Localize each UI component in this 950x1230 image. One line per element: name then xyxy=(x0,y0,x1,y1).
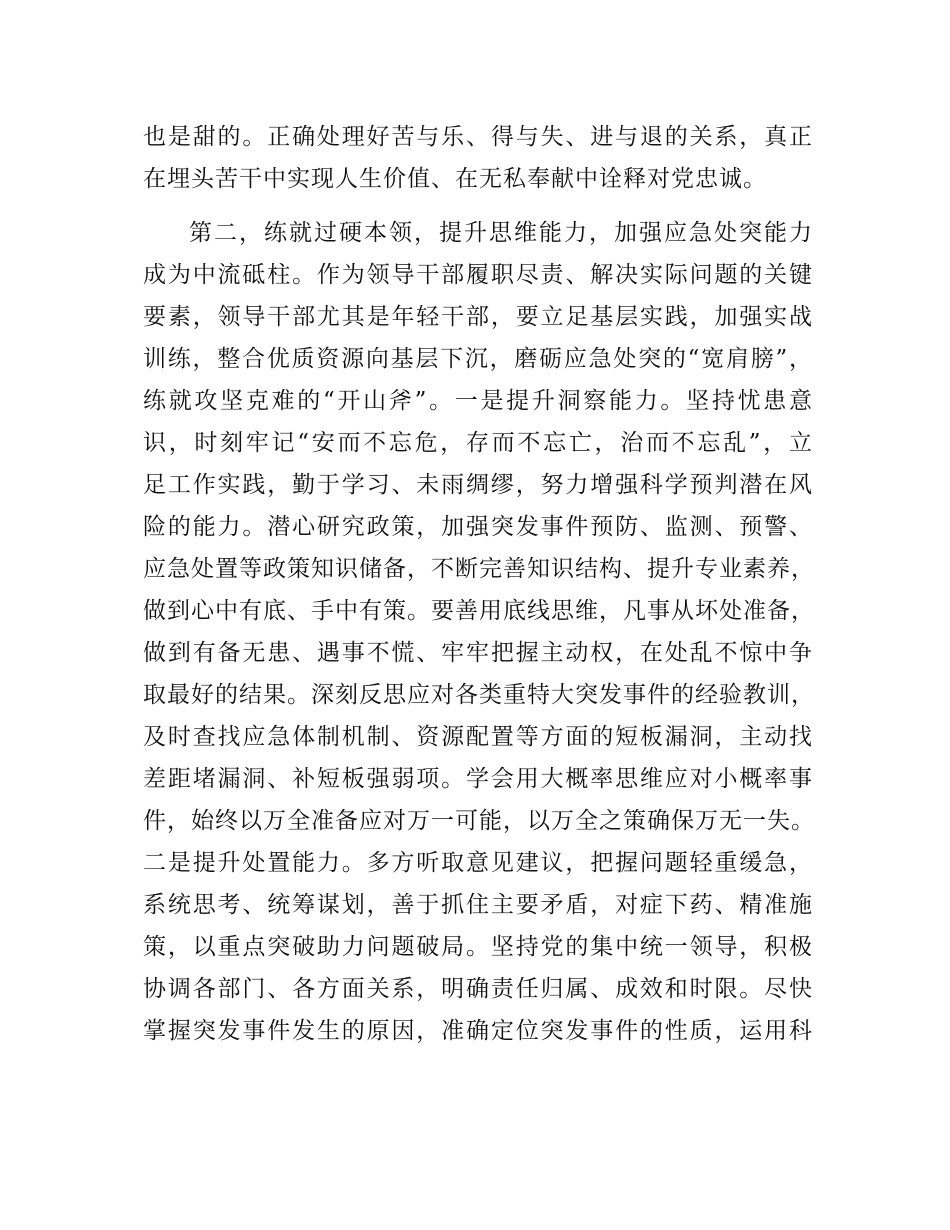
text-line: 要素，领导干部尤其是年轻干部，要立足基层实践，加强实战 xyxy=(143,304,813,330)
text-line: 做到心中有底、手中有策。要善用底线思维，凡事从坏处准备， xyxy=(143,598,815,624)
text-line: 险的能力。潜心研究政策，加强突发事件预防、监测、预警、 xyxy=(143,514,813,540)
text-line: 及时查找应急体制机制、资源配置等方面的短板漏洞，主动找 xyxy=(143,724,813,750)
text-line: 掌握突发事件发生的原因，准确定位突发事件的性质，运用科 xyxy=(143,1018,813,1044)
text-line: 第二，练就过硬本领，提升思维能力，加强应急处突能力 xyxy=(189,220,813,246)
text-line: 协调各部门、各方面关系，明确责任归属、成效和时限。尽快 xyxy=(143,976,813,1002)
text-line: 做到有备无患、遇事不慌、牢牢把握主动权，在处乱不惊中争 xyxy=(143,640,813,666)
text-line: 足工作实践，勤于学习、未雨绸缪，努力增强科学预判潜在风 xyxy=(143,472,813,498)
text-line: 件，始终以万全准备应对万一可能，以万全之策确保万无一失。 xyxy=(143,808,815,834)
text-line: 二是提升处置能力。多方听取意见建议，把握问题轻重缓急， xyxy=(143,850,813,876)
text-line: 也是甜的。正确处理好苦与乐、得与失、进与退的关系，真正 xyxy=(143,124,813,150)
text-line: 识，时刻牢记“安而不忘危，存而不忘亡，治而不忘乱”，立 xyxy=(143,430,813,456)
text-line: 应急处置等政策知识储备，不断完善知识结构、提升专业素养， xyxy=(143,556,815,582)
text-line: 练就攻坚克难的“开山斧”。一是提升洞察能力。坚持忧患意 xyxy=(143,388,813,414)
text-line: 差距堵漏洞、补短板强弱项。学会用大概率思维应对小概率事 xyxy=(143,766,813,792)
text-line: 取最好的结果。深刻反思应对各类重特大突发事件的经验教训， xyxy=(143,682,815,708)
text-line: 策，以重点突破助力问题破局。坚持党的集中统一领导，积极 xyxy=(143,934,813,960)
paragraph-1 xyxy=(143,116,813,200)
text-line: 系统思考、统筹谋划，善于抓住主要矛盾，对症下药、精准施 xyxy=(143,892,813,918)
text-line: 在埋头苦干中实现人生价值、在无私奉献中诠释对党忠诚。 xyxy=(143,166,767,192)
text-line: 训练，整合优质资源向基层下沉，磨砺应急处突的“宽肩膀”， xyxy=(143,346,813,372)
paragraph-2 xyxy=(143,212,813,1052)
text-line: 成为中流砥柱。作为领导干部履职尽责、解决实际问题的关键 xyxy=(143,262,813,288)
